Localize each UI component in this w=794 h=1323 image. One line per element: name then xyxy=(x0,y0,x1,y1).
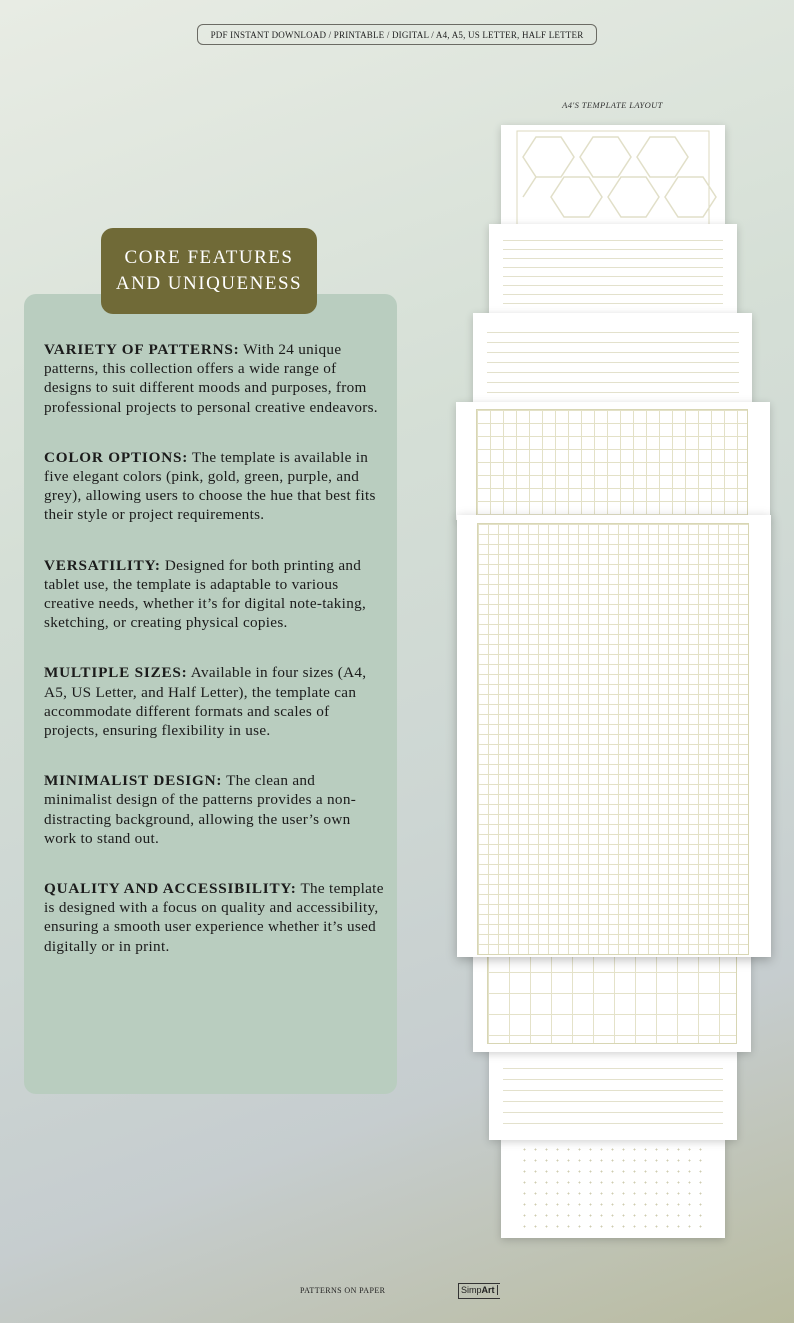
feature-title: QUALITY AND ACCESSIBILITY: xyxy=(44,880,297,898)
logo-part2: Art xyxy=(482,1285,498,1295)
feature-item xyxy=(44,556,384,633)
feature-item xyxy=(44,340,384,417)
template-page-dot xyxy=(501,1138,725,1238)
feature-title: VARIETY OF PATTERNS: xyxy=(44,341,240,358)
feature-item xyxy=(44,663,384,740)
feature-title: MULTIPLE SIZES: xyxy=(44,664,188,682)
feature-text: Designed for both printing and tablet use, the template is adaptable to various creative needs, whether it’s for digital note-taking, sketching, or creating physical copies. xyxy=(44,556,367,632)
core-features-badge xyxy=(101,228,317,314)
feature-text: The clean and minimalist design of the patterns provides a non-distracting background, allowing the user’s own work to stand out. xyxy=(44,772,357,847)
logo-part1: Simp xyxy=(461,1285,482,1295)
template-page-hexagon xyxy=(501,125,725,225)
download-info-text: PDF INSTANT DOWNLOAD / PRINTABLE / DIGITAL / A4, A5, US LETTER, HALF LETTER xyxy=(210,29,584,40)
feature-text: The template is available in five elegant colors (pink, gold, green, purple, and grey), allowing users to choose the hue that best fits their style or project requirements. xyxy=(44,448,376,524)
feature-text: Available in four sizes (A4, A5, US Letter, and Half Letter), the template can accommodate different formats and scales of projects, ensuring flexibility in use. xyxy=(44,664,367,740)
feature-title: VERSATILITY: xyxy=(44,556,161,574)
feature-title: COLOR OPTIONS: xyxy=(44,448,189,466)
hexagon-pattern xyxy=(501,125,725,225)
feature-item xyxy=(44,879,384,956)
template-page-grid-large xyxy=(473,950,751,1052)
template-page-lined-bottom xyxy=(489,1048,737,1140)
feature-item xyxy=(44,448,384,525)
template-page-lined-wide xyxy=(473,313,752,405)
feature-text: With 24 unique patterns, this collection offers a wide range of designs to suit different moods and purposes, from professional projects to personal creative endeavors. xyxy=(44,341,378,416)
download-info-pill xyxy=(197,24,597,45)
template-layout-caption: A4'S TEMPLATE LAYOUT xyxy=(562,100,663,110)
simpart-logo xyxy=(458,1283,500,1299)
template-page-grid xyxy=(456,402,770,520)
template-page-fine-grid xyxy=(457,515,771,957)
footer-brand-text: PATTERNS ON PAPER xyxy=(300,1286,386,1295)
feature-list xyxy=(44,340,384,956)
template-page-lined xyxy=(489,224,737,316)
badge-title-line2: AND UNIQUENESS xyxy=(115,273,303,294)
feature-text: The template is designed with a focus on quality and accessibility, ensuring a smooth user experience whether it’s used digitally or in print. xyxy=(44,880,384,955)
feature-item xyxy=(44,771,384,848)
badge-title-line1: CORE FEATURES xyxy=(124,247,294,268)
feature-title: MINIMALIST DESIGN: xyxy=(44,772,223,790)
